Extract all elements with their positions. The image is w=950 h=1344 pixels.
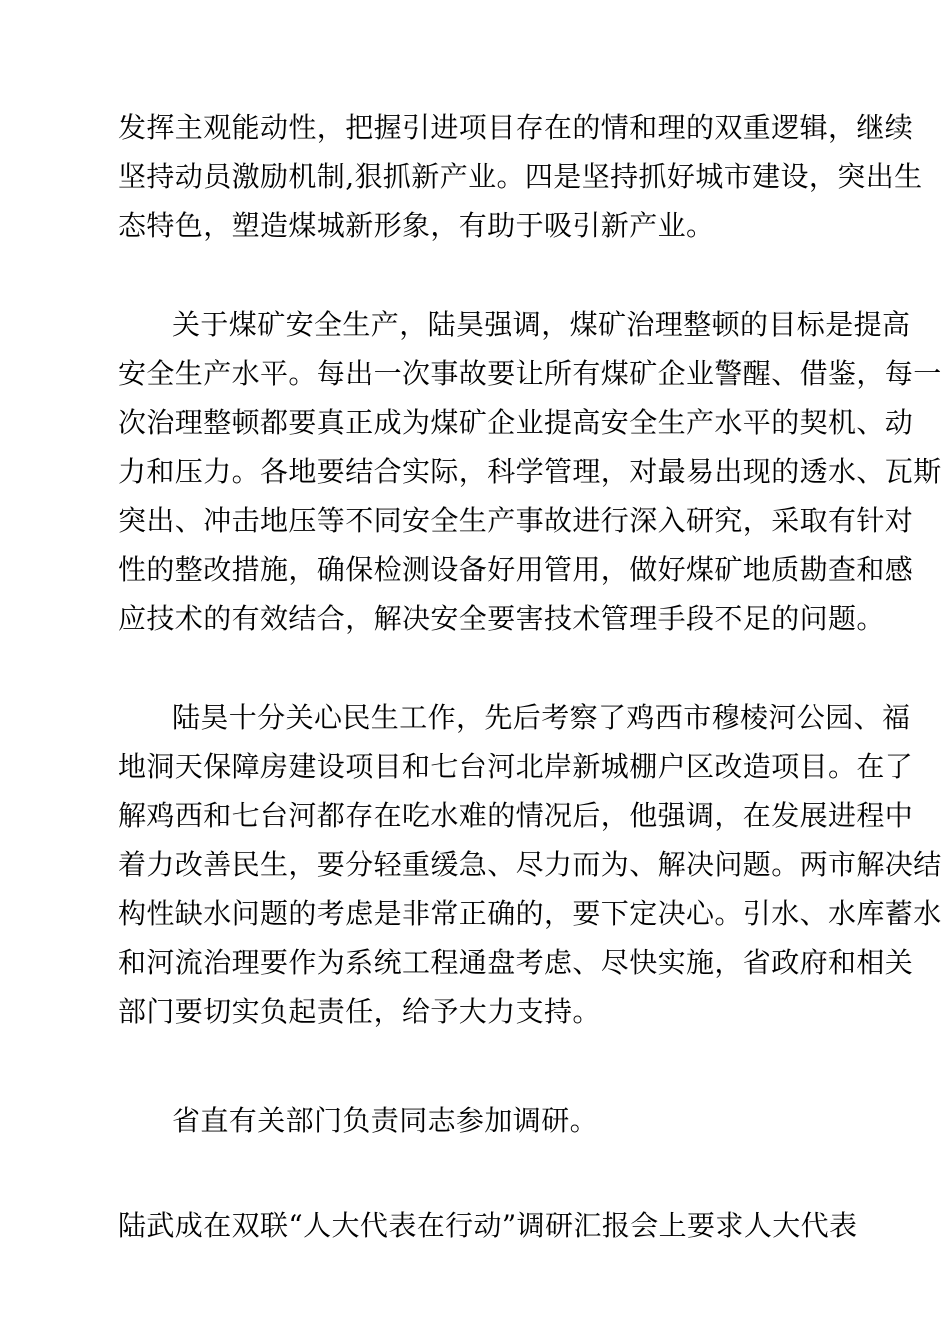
paragraph-2-line-4: 力和压力。各地要结合实际，科学管理，对最易出现的透水、瓦斯: [118, 455, 942, 488]
paragraph-1-line-2: 坚持动员激励机制,狠抓新产业。四是坚持抓好城市建设，突出生: [118, 160, 923, 193]
paragraph-3-line-1: 陆昊十分关心民生工作，先后考察了鸡西市穆棱河公园、福: [172, 701, 911, 734]
paragraph-2-line-5: 突出、冲击地压等不同安全生产事故进行深入研究，采取有针对: [118, 504, 914, 537]
paragraph-3-line-2: 地洞天保障房建设项目和七台河北岸新城棚户区改造项目。在了: [118, 750, 914, 783]
paragraph-2-line-1: 关于煤矿安全生产，陆昊强调，煤矿治理整顿的目标是提高: [172, 308, 911, 341]
paragraph-3-line-6: 和河流治理要作为系统工程通盘考虑、尽快实施，省政府和相关: [118, 946, 914, 979]
paragraph-3-line-3: 解鸡西和七台河都存在吃水难的情况后，他强调，在发展进程中: [118, 799, 914, 832]
paragraph-3-line-7: 部门要切实负起责任，给予大力支持。: [118, 995, 601, 1028]
paragraph-2-line-2: 安全生产水平。每出一次事故要让所有煤矿企业警醒、借鉴，每一: [118, 357, 942, 390]
paragraph-2-line-6: 性的整改措施，确保检测设备好用管用，做好煤矿地质勘查和感: [118, 553, 914, 586]
paragraph-5-line-1: 陆武成在双联“人大代表在行动”调研汇报会上要求人大代表: [118, 1209, 858, 1242]
paragraph-3-line-4: 着力改善民生，要分轻重缓急、尽力而为、解决问题。两市解决结: [118, 848, 942, 881]
paragraph-1-line-3: 态特色，塑造煤城新形象，有助于吸引新产业。: [118, 209, 715, 242]
paragraph-2-line-3: 次治理整顿都要真正成为煤矿企业提高安全生产水平的契机、动: [118, 406, 914, 439]
paragraph-1-line-1: 发挥主观能动性，把握引进项目存在的情和理的双重逻辑，继续: [118, 111, 914, 144]
paragraph-2-line-7: 应技术的有效结合，解决安全要害技术管理手段不足的问题。: [118, 602, 885, 635]
paragraph-3-line-5: 构性缺水问题的考虑是非常正确的，要下定决心。引水、水库蓄水: [118, 897, 942, 930]
paragraph-4-line-1: 省直有关部门负责同志参加调研。: [172, 1104, 599, 1137]
